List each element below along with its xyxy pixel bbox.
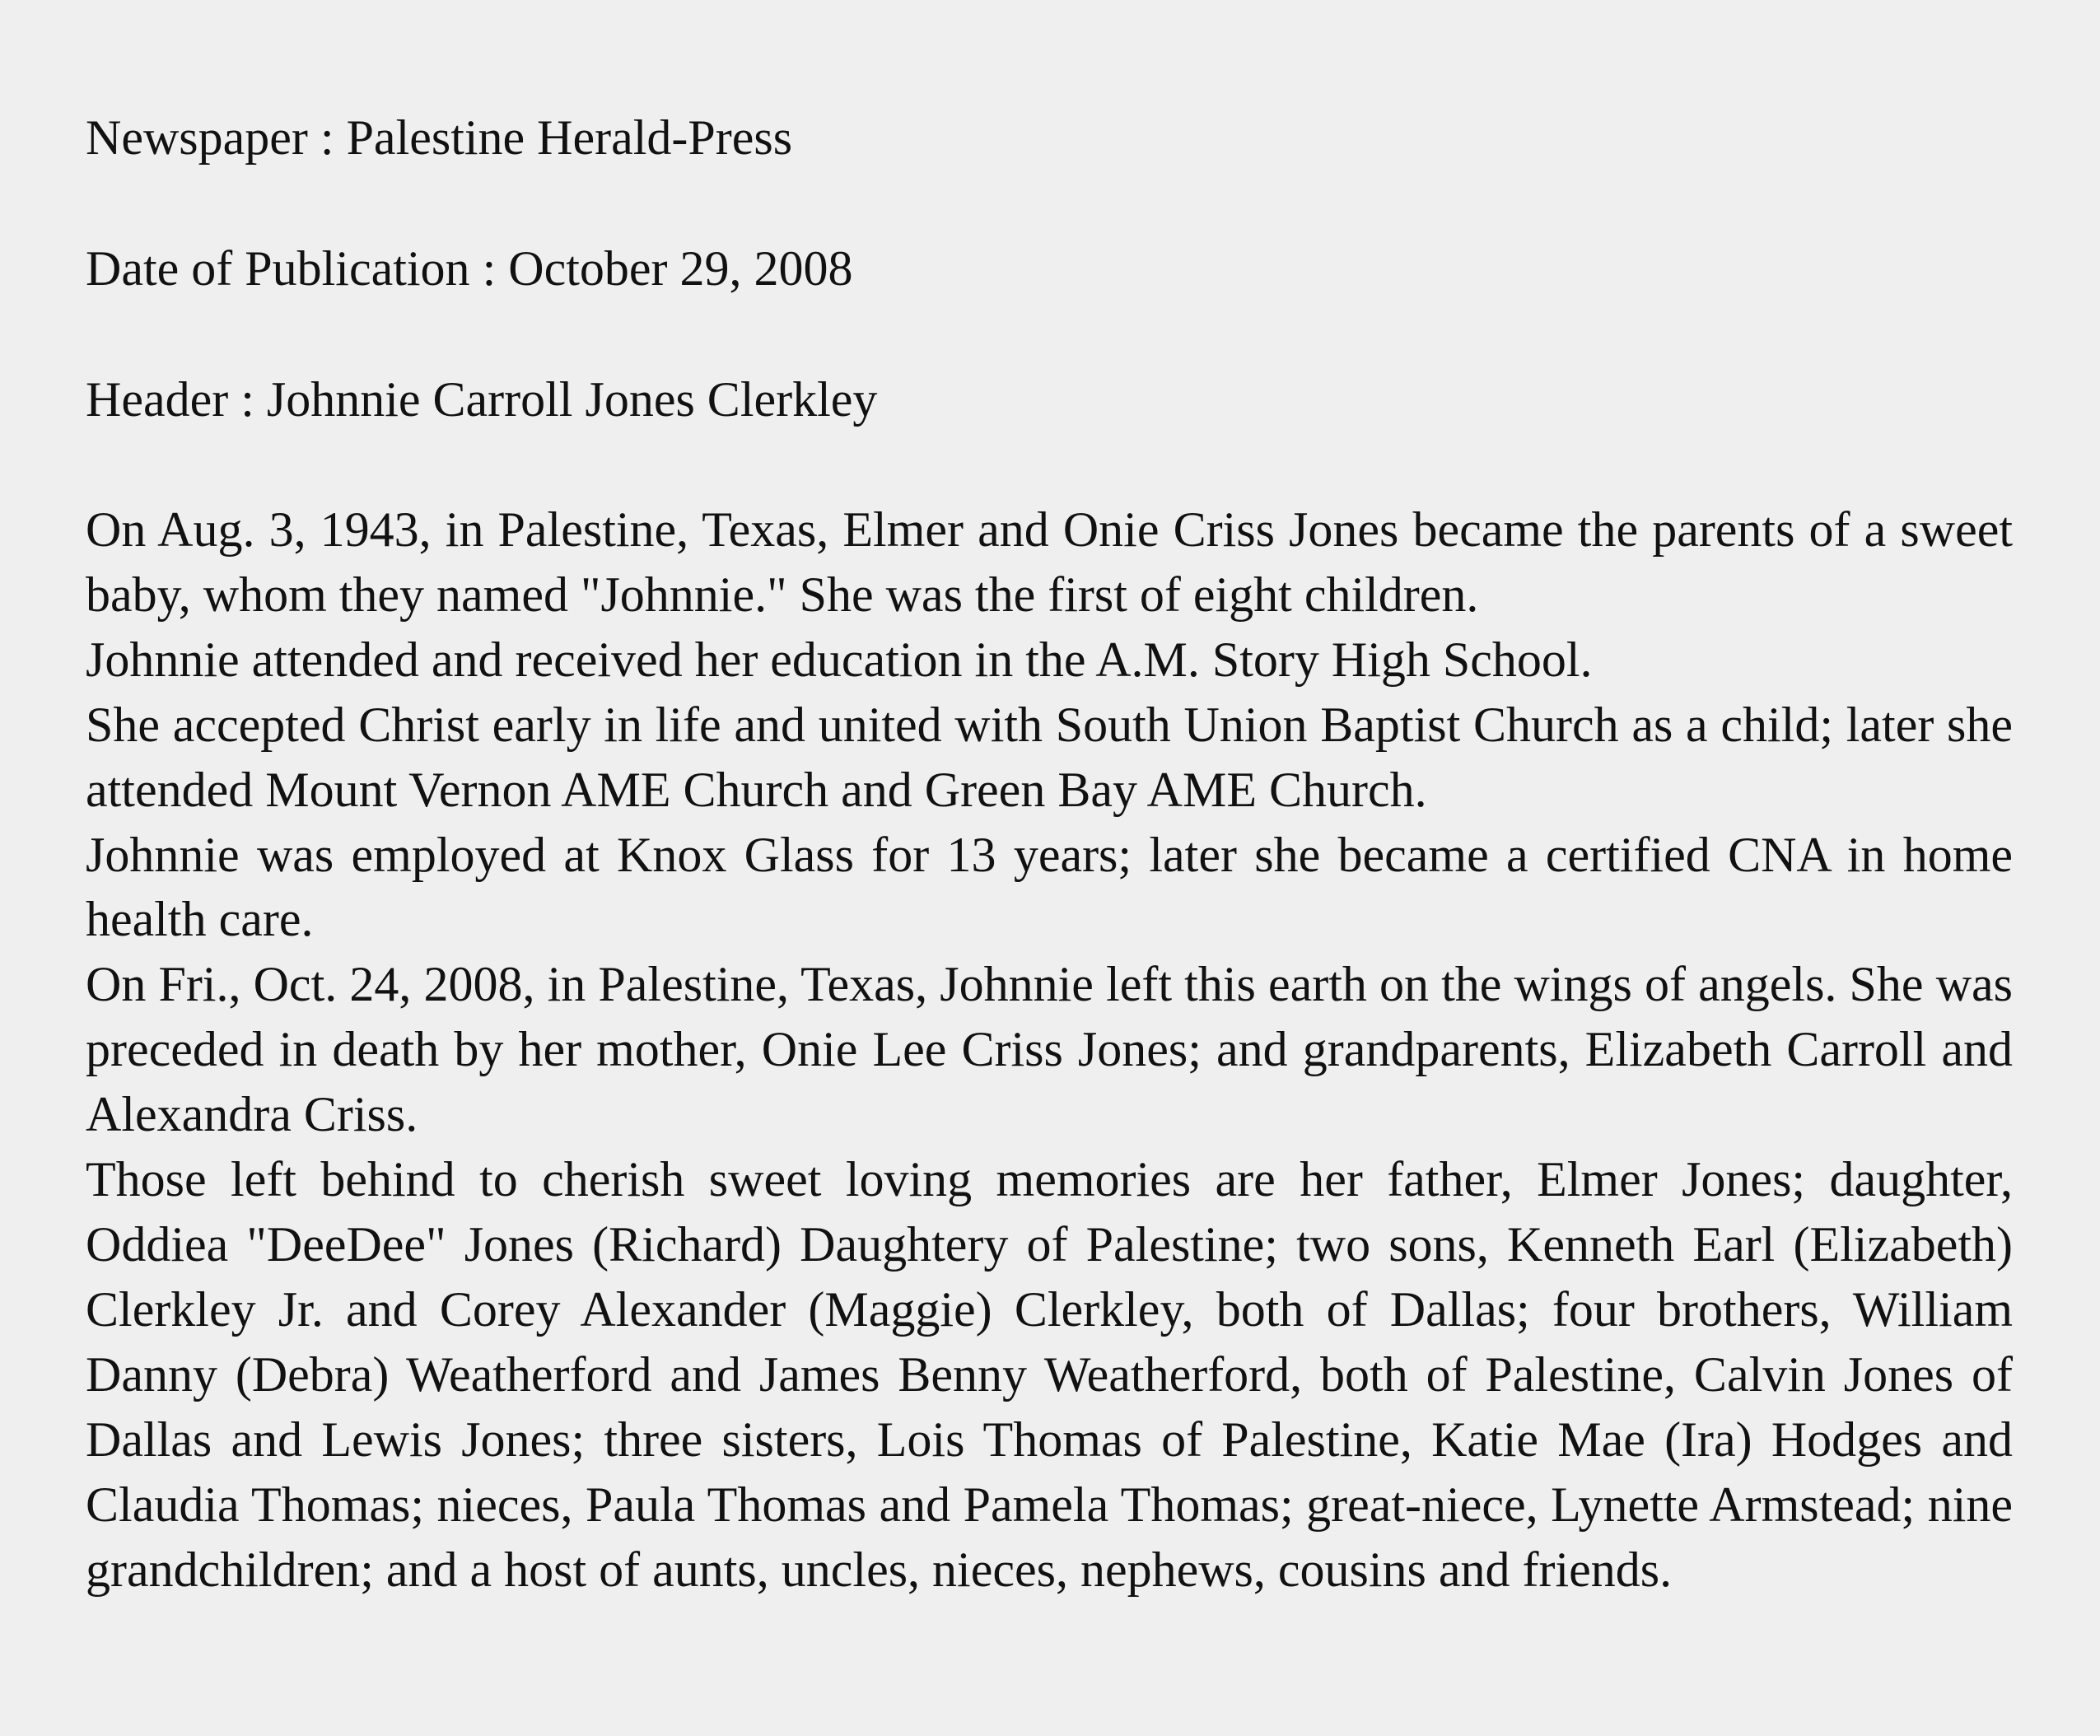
paragraph-survivors: Those left behind to cherish sweet loving memories are her father, Elmer Jones; daughter, Oddiea "DeeDee" Jones (Richard) Daughtery of Palestine; two sons, Kenneth Earl (Elizabeth) Clerkley Jr. and Corey Alexander (Maggie) Clerkley, both of Dallas; four brothers, William Danny (Debra) Weatherford and James Benny Weatherford, both of Palestine, Calvin Jones of Dallas and Lewis Jones; three sisters, Lois Thomas of Palestine, Katie Mae (Ira) Hodges and Claudia Thomas; nieces, Paula Thomas and Pamela Thomas; great-niece, Lynette Armstead; nine grandchildren; and a host of aunts, uncles, nieces, nephews, cousins and friends. (86, 1152, 2013, 1597)
header-separator: : (240, 372, 254, 427)
date-label: Date of Publication (86, 241, 470, 296)
obituary-body (86, 497, 2013, 1602)
header-label: Header (86, 372, 229, 427)
paragraph-faith: She accepted Christ early in life and united with South Union Baptist Church as a child; later she attended Mount Vernon AME Church and Green Bay AME Church. (86, 697, 2013, 817)
header-line (86, 367, 2013, 432)
newspaper-separator: : (320, 110, 334, 165)
paragraph-employment: Johnnie was employed at Knox Glass for 13 years; later she became a certified CNA in home health care. (86, 827, 2013, 947)
date-line (86, 236, 2013, 301)
newspaper-label: Newspaper (86, 110, 308, 165)
newspaper-value: Palestine Herald-Press (346, 110, 793, 165)
paragraph-birth: On Aug. 3, 1943, in Palestine, Texas, Elmer and Onie Criss Jones became the parents of a sweet baby, whom they named "Johnnie." She was the first of eight children. (86, 502, 2013, 622)
paragraph-education: Johnnie attended and received her education in the A.M. Story High School. (86, 632, 1593, 687)
header-value: Johnnie Carroll Jones Clerkley (266, 372, 878, 427)
newspaper-line (86, 105, 2013, 170)
date-value: October 29, 2008 (508, 241, 853, 296)
date-separator: : (482, 241, 497, 296)
paragraph-death: On Fri., Oct. 24, 2008, in Palestine, Texas, Johnnie left this earth on the wings of angels. She was preceded in death by her mother, Onie Lee Criss Jones; and grandparents, Elizabeth Carroll and Alexandra Criss. (86, 957, 2013, 1142)
document (86, 105, 2013, 1602)
